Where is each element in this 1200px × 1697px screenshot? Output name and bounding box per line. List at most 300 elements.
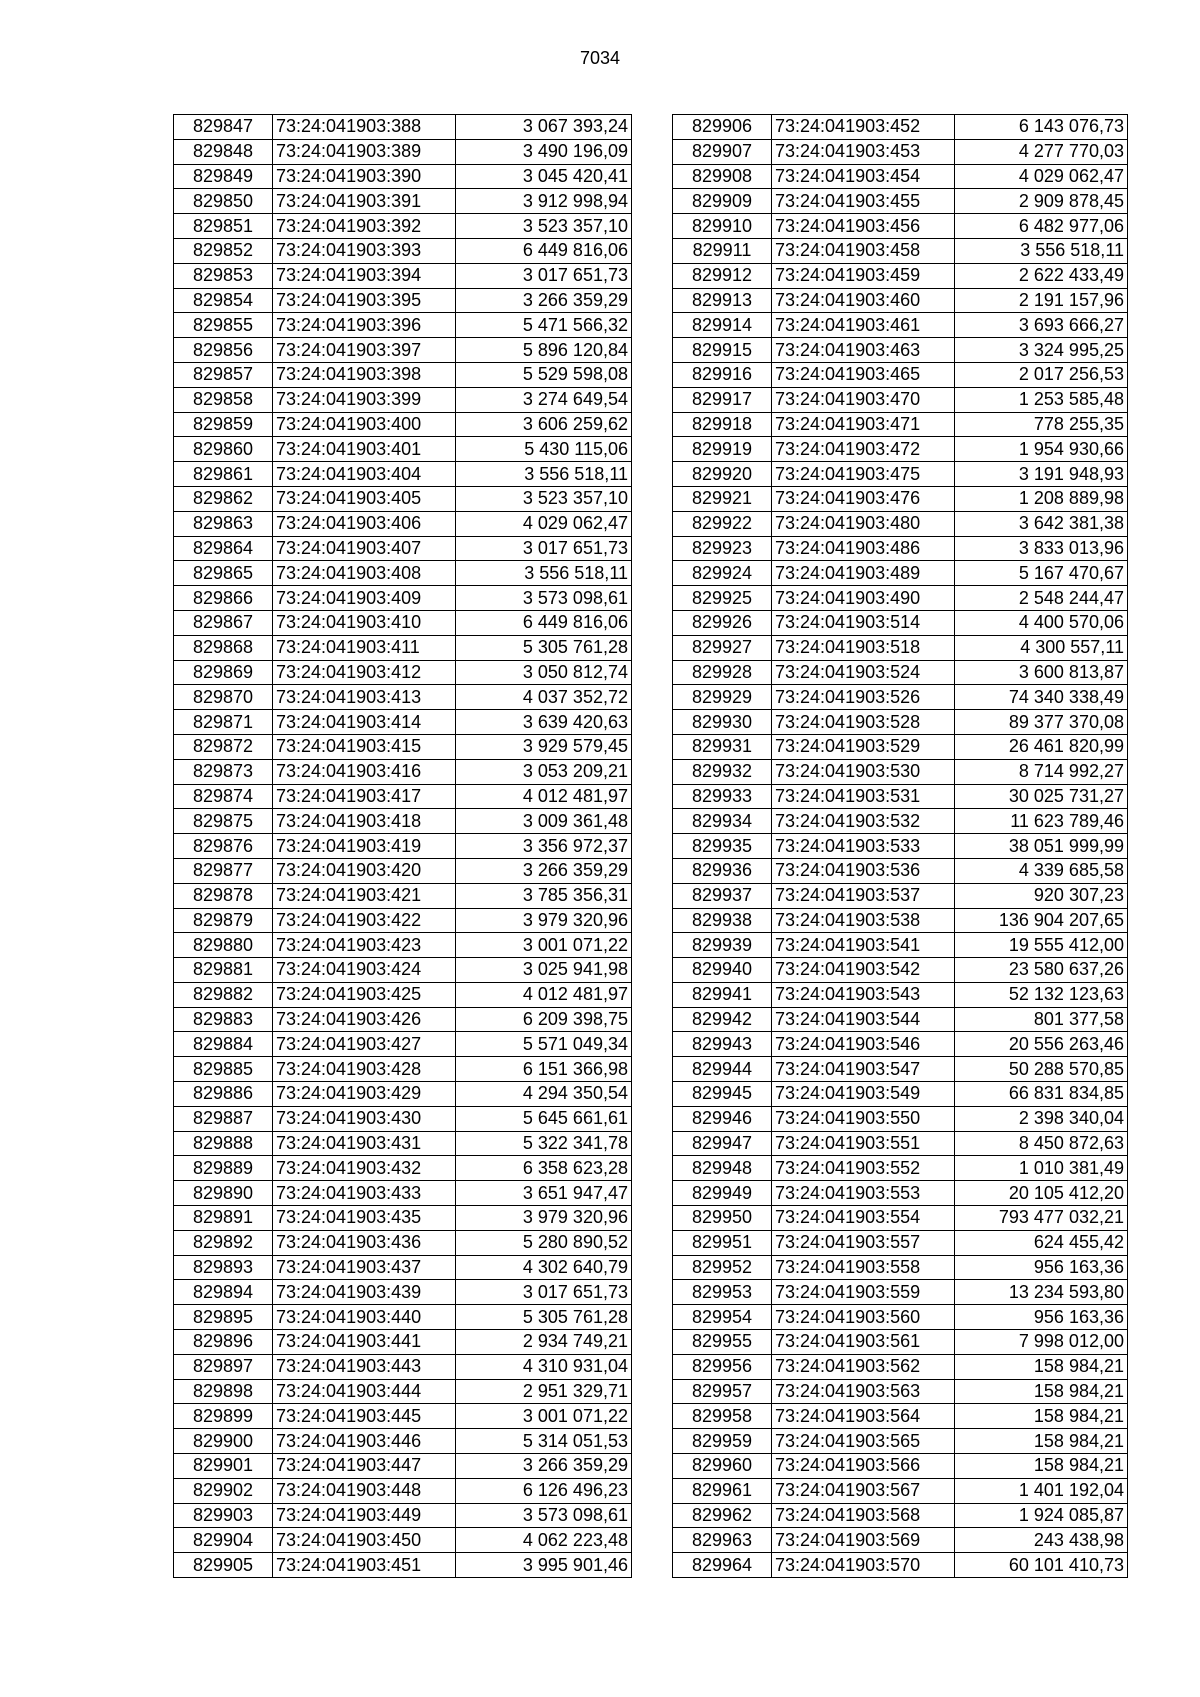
cadastral-number-cell: 73:24:041903:430 — [273, 1106, 456, 1131]
row-number-cell: 829919 — [673, 437, 772, 462]
value-cell: 5 571 049,34 — [456, 1032, 632, 1057]
cadastral-number-cell: 73:24:041903:429 — [273, 1082, 456, 1107]
value-cell: 3 017 651,73 — [456, 263, 632, 288]
cadastral-number-cell: 73:24:041903:433 — [273, 1181, 456, 1206]
row-number-cell: 829858 — [174, 387, 273, 412]
row-number-cell: 829888 — [174, 1131, 273, 1156]
row-number-cell: 829926 — [673, 610, 772, 635]
row-number-cell: 829901 — [174, 1454, 273, 1479]
cadastral-number-cell: 73:24:041903:415 — [273, 734, 456, 759]
row-number-cell: 829964 — [673, 1553, 772, 1578]
value-cell: 3 556 518,11 — [456, 561, 632, 586]
value-cell: 778 255,35 — [955, 412, 1128, 437]
cadastral-number-cell: 73:24:041903:401 — [273, 437, 456, 462]
row-number-cell: 829924 — [673, 561, 772, 586]
table-row — [673, 1206, 1128, 1231]
value-cell: 3 523 357,10 — [456, 214, 632, 239]
cadastral-number-cell: 73:24:041903:413 — [273, 685, 456, 710]
row-number-cell: 829877 — [174, 858, 273, 883]
row-number-cell: 829872 — [174, 734, 273, 759]
cadastral-number-cell: 73:24:041903:568 — [772, 1503, 955, 1528]
row-number-cell: 829963 — [673, 1528, 772, 1553]
row-number-cell: 829894 — [174, 1280, 273, 1305]
value-cell: 1 954 930,66 — [955, 437, 1128, 462]
table-row — [673, 1156, 1128, 1181]
cadastral-number-cell: 73:24:041903:440 — [273, 1305, 456, 1330]
table-row — [673, 1230, 1128, 1255]
value-cell: 4 294 350,54 — [456, 1082, 632, 1107]
cadastral-number-cell: 73:24:041903:389 — [273, 139, 456, 164]
cadastral-number-cell: 73:24:041903:459 — [772, 263, 955, 288]
row-number-cell: 829881 — [174, 958, 273, 983]
value-cell: 3 785 356,31 — [456, 883, 632, 908]
cadastral-number-cell: 73:24:041903:489 — [772, 561, 955, 586]
value-cell: 2 909 878,45 — [955, 189, 1128, 214]
cadastral-number-cell: 73:24:041903:391 — [273, 189, 456, 214]
value-cell: 3 053 209,21 — [456, 759, 632, 784]
value-cell: 4 037 352,72 — [456, 685, 632, 710]
row-number-cell: 829948 — [673, 1156, 772, 1181]
cadastral-number-cell: 73:24:041903:448 — [273, 1478, 456, 1503]
cadastral-number-cell: 73:24:041903:412 — [273, 660, 456, 685]
table-row — [673, 387, 1128, 412]
row-number-cell: 829945 — [673, 1082, 772, 1107]
row-number-cell: 829934 — [673, 809, 772, 834]
table-row — [174, 784, 632, 809]
row-number-cell: 829859 — [174, 412, 273, 437]
value-cell: 243 438,98 — [955, 1528, 1128, 1553]
row-number-cell: 829937 — [673, 883, 772, 908]
cadastral-number-cell: 73:24:041903:566 — [772, 1454, 955, 1479]
cadastral-number-cell: 73:24:041903:570 — [772, 1553, 955, 1578]
cadastral-number-cell: 73:24:041903:528 — [772, 710, 955, 735]
value-cell: 4 012 481,97 — [456, 784, 632, 809]
table-row — [174, 1280, 632, 1305]
value-cell: 6 143 076,73 — [955, 115, 1128, 140]
cadastral-number-cell: 73:24:041903:569 — [772, 1528, 955, 1553]
cadastral-number-cell: 73:24:041903:436 — [273, 1230, 456, 1255]
row-number-cell: 829956 — [673, 1354, 772, 1379]
cadastral-number-cell: 73:24:041903:400 — [273, 412, 456, 437]
table-row — [673, 710, 1128, 735]
cadastral-number-cell: 73:24:041903:441 — [273, 1330, 456, 1355]
row-number-cell: 829860 — [174, 437, 273, 462]
value-cell: 1 401 192,04 — [955, 1478, 1128, 1503]
table-row — [174, 635, 632, 660]
value-cell: 5 471 566,32 — [456, 313, 632, 338]
row-number-cell: 829925 — [673, 586, 772, 611]
table-row — [174, 387, 632, 412]
cadastral-number-cell: 73:24:041903:537 — [772, 883, 955, 908]
value-cell: 50 288 570,85 — [955, 1057, 1128, 1082]
table-row — [174, 1330, 632, 1355]
cadastral-number-cell: 73:24:041903:397 — [273, 338, 456, 363]
row-number-cell: 829943 — [673, 1032, 772, 1057]
table-row — [673, 338, 1128, 363]
table-row — [174, 710, 632, 735]
cadastral-number-cell: 73:24:041903:443 — [273, 1354, 456, 1379]
cadastral-number-cell: 73:24:041903:432 — [273, 1156, 456, 1181]
row-number-cell: 829882 — [174, 982, 273, 1007]
value-cell: 3 001 071,22 — [456, 1404, 632, 1429]
row-number-cell: 829916 — [673, 362, 772, 387]
cadastral-number-cell: 73:24:041903:422 — [273, 908, 456, 933]
cadastral-number-cell: 73:24:041903:544 — [772, 1007, 955, 1032]
row-number-cell: 829880 — [174, 933, 273, 958]
table-row — [174, 288, 632, 313]
value-cell: 6 358 623,28 — [456, 1156, 632, 1181]
table-row — [673, 809, 1128, 834]
table-row — [174, 1032, 632, 1057]
table-row — [174, 536, 632, 561]
table-row — [174, 437, 632, 462]
row-number-cell: 829960 — [673, 1454, 772, 1479]
cadastral-number-cell: 73:24:041903:564 — [772, 1404, 955, 1429]
table-row — [673, 437, 1128, 462]
value-cell: 8 450 872,63 — [955, 1131, 1128, 1156]
row-number-cell: 829930 — [673, 710, 772, 735]
table-row — [673, 660, 1128, 685]
value-cell: 3 523 357,10 — [456, 486, 632, 511]
value-cell: 3 606 259,62 — [456, 412, 632, 437]
registry-table-left — [173, 114, 632, 1578]
row-number-cell: 829864 — [174, 536, 273, 561]
value-cell: 2 951 329,71 — [456, 1379, 632, 1404]
value-cell: 4 339 685,58 — [955, 858, 1128, 883]
cadastral-number-cell: 73:24:041903:471 — [772, 412, 955, 437]
value-cell: 5 529 598,08 — [456, 362, 632, 387]
table-row — [174, 214, 632, 239]
table-row — [174, 1007, 632, 1032]
table-row — [174, 610, 632, 635]
row-number-cell: 829847 — [174, 115, 273, 140]
row-number-cell: 829951 — [673, 1230, 772, 1255]
row-number-cell: 829955 — [673, 1330, 772, 1355]
table-row — [673, 1528, 1128, 1553]
cadastral-number-cell: 73:24:041903:419 — [273, 834, 456, 859]
value-cell: 6 151 366,98 — [456, 1057, 632, 1082]
table-row — [174, 115, 632, 140]
row-number-cell: 829876 — [174, 834, 273, 859]
table-row — [174, 1156, 632, 1181]
cadastral-number-cell: 73:24:041903:470 — [772, 387, 955, 412]
value-cell: 74 340 338,49 — [955, 685, 1128, 710]
row-number-cell: 829921 — [673, 486, 772, 511]
row-number-cell: 829923 — [673, 536, 772, 561]
table-row — [174, 834, 632, 859]
row-number-cell: 829905 — [174, 1553, 273, 1578]
cadastral-number-cell: 73:24:041903:418 — [273, 809, 456, 834]
cadastral-number-cell: 73:24:041903:455 — [772, 189, 955, 214]
table-row — [673, 1404, 1128, 1429]
table-row — [174, 734, 632, 759]
table-row — [174, 263, 632, 288]
table-row — [174, 1503, 632, 1528]
value-cell: 158 984,21 — [955, 1379, 1128, 1404]
value-cell: 3 490 196,09 — [456, 139, 632, 164]
value-cell: 3 050 812,74 — [456, 660, 632, 685]
cadastral-number-cell: 73:24:041903:542 — [772, 958, 955, 983]
row-number-cell: 829874 — [174, 784, 273, 809]
value-cell: 3 573 098,61 — [456, 1503, 632, 1528]
table-row — [673, 958, 1128, 983]
row-number-cell: 829865 — [174, 561, 273, 586]
value-cell: 2 548 244,47 — [955, 586, 1128, 611]
page-number: 7034 — [579, 48, 621, 68]
cadastral-number-cell: 73:24:041903:551 — [772, 1131, 955, 1156]
value-cell: 158 984,21 — [955, 1454, 1128, 1479]
value-cell: 158 984,21 — [955, 1429, 1128, 1454]
cadastral-number-cell: 73:24:041903:533 — [772, 834, 955, 859]
value-cell: 30 025 731,27 — [955, 784, 1128, 809]
table-row — [673, 858, 1128, 883]
table-row — [174, 1305, 632, 1330]
value-cell: 13 234 593,80 — [955, 1280, 1128, 1305]
table-row — [673, 586, 1128, 611]
value-cell: 3 266 359,29 — [456, 288, 632, 313]
table-row — [174, 1404, 632, 1429]
table-row — [673, 1082, 1128, 1107]
table-row — [174, 313, 632, 338]
table-row — [673, 759, 1128, 784]
table-row — [174, 586, 632, 611]
row-number-cell: 829869 — [174, 660, 273, 685]
row-number-cell: 829912 — [673, 263, 772, 288]
cadastral-number-cell: 73:24:041903:396 — [273, 313, 456, 338]
row-number-cell: 829875 — [174, 809, 273, 834]
cadastral-number-cell: 73:24:041903:518 — [772, 635, 955, 660]
cadastral-number-cell: 73:24:041903:406 — [273, 511, 456, 536]
table-row — [174, 1429, 632, 1454]
value-cell: 5 167 470,67 — [955, 561, 1128, 586]
table-row — [174, 462, 632, 487]
value-cell: 2 934 749,21 — [456, 1330, 632, 1355]
row-number-cell: 829866 — [174, 586, 273, 611]
table-row — [174, 1528, 632, 1553]
value-cell: 3 556 518,11 — [456, 462, 632, 487]
cadastral-number-cell: 73:24:041903:452 — [772, 115, 955, 140]
row-number-cell: 829938 — [673, 908, 772, 933]
cadastral-number-cell: 73:24:041903:553 — [772, 1181, 955, 1206]
row-number-cell: 829939 — [673, 933, 772, 958]
cadastral-number-cell: 73:24:041903:561 — [772, 1330, 955, 1355]
table-row — [673, 1553, 1128, 1578]
value-cell: 136 904 207,65 — [955, 908, 1128, 933]
value-cell: 158 984,21 — [955, 1354, 1128, 1379]
table-row — [673, 834, 1128, 859]
row-number-cell: 829946 — [673, 1106, 772, 1131]
cadastral-number-cell: 73:24:041903:445 — [273, 1404, 456, 1429]
row-number-cell: 829890 — [174, 1181, 273, 1206]
cadastral-number-cell: 73:24:041903:395 — [273, 288, 456, 313]
table-row — [673, 1255, 1128, 1280]
cadastral-number-cell: 73:24:041903:390 — [273, 164, 456, 189]
cadastral-number-cell: 73:24:041903:514 — [772, 610, 955, 635]
table-body — [174, 115, 632, 1578]
value-cell: 60 101 410,73 — [955, 1553, 1128, 1578]
row-number-cell: 829942 — [673, 1007, 772, 1032]
cadastral-number-cell: 73:24:041903:392 — [273, 214, 456, 239]
row-number-cell: 829915 — [673, 338, 772, 363]
value-cell: 7 998 012,00 — [955, 1330, 1128, 1355]
row-number-cell: 829897 — [174, 1354, 273, 1379]
row-number-cell: 829895 — [174, 1305, 273, 1330]
cadastral-number-cell: 73:24:041903:449 — [273, 1503, 456, 1528]
row-number-cell: 829961 — [673, 1478, 772, 1503]
row-number-cell: 829891 — [174, 1206, 273, 1231]
table-row — [673, 1379, 1128, 1404]
row-number-cell: 829889 — [174, 1156, 273, 1181]
row-number-cell: 829957 — [673, 1379, 772, 1404]
cadastral-number-cell: 73:24:041903:543 — [772, 982, 955, 1007]
cadastral-number-cell: 73:24:041903:428 — [273, 1057, 456, 1082]
table-row — [174, 1354, 632, 1379]
table-row — [174, 338, 632, 363]
table-row — [673, 1057, 1128, 1082]
cadastral-number-cell: 73:24:041903:417 — [273, 784, 456, 809]
value-cell: 26 461 820,99 — [955, 734, 1128, 759]
cadastral-number-cell: 73:24:041903:431 — [273, 1131, 456, 1156]
cadastral-number-cell: 73:24:041903:408 — [273, 561, 456, 586]
row-number-cell: 829940 — [673, 958, 772, 983]
cadastral-number-cell: 73:24:041903:451 — [273, 1553, 456, 1578]
table-row — [174, 1478, 632, 1503]
row-number-cell: 829952 — [673, 1255, 772, 1280]
row-number-cell: 829910 — [673, 214, 772, 239]
registry-table-right — [672, 114, 1128, 1578]
cadastral-number-cell: 73:24:041903:458 — [772, 238, 955, 263]
table-row — [673, 908, 1128, 933]
cadastral-number-cell: 73:24:041903:549 — [772, 1082, 955, 1107]
row-number-cell: 829870 — [174, 685, 273, 710]
value-cell: 5 645 661,61 — [456, 1106, 632, 1131]
cadastral-number-cell: 73:24:041903:453 — [772, 139, 955, 164]
table-row — [174, 1082, 632, 1107]
value-cell: 6 449 816,06 — [456, 238, 632, 263]
cadastral-number-cell: 73:24:041903:437 — [273, 1255, 456, 1280]
value-cell: 3 979 320,96 — [456, 908, 632, 933]
table-row — [673, 313, 1128, 338]
row-number-cell: 829935 — [673, 834, 772, 859]
row-number-cell: 829929 — [673, 685, 772, 710]
cadastral-number-cell: 73:24:041903:524 — [772, 660, 955, 685]
cadastral-number-cell: 73:24:041903:547 — [772, 1057, 955, 1082]
cadastral-number-cell: 73:24:041903:461 — [772, 313, 955, 338]
value-cell: 6 482 977,06 — [955, 214, 1128, 239]
table-row — [673, 734, 1128, 759]
cadastral-number-cell: 73:24:041903:410 — [273, 610, 456, 635]
value-cell: 4 029 062,47 — [456, 511, 632, 536]
table-row — [174, 139, 632, 164]
table-row — [673, 139, 1128, 164]
cadastral-number-cell: 73:24:041903:420 — [273, 858, 456, 883]
row-number-cell: 829849 — [174, 164, 273, 189]
value-cell: 1 010 381,49 — [955, 1156, 1128, 1181]
cadastral-number-cell: 73:24:041903:463 — [772, 338, 955, 363]
table-row — [174, 933, 632, 958]
cadastral-number-cell: 73:24:041903:546 — [772, 1032, 955, 1057]
value-cell: 1 208 889,98 — [955, 486, 1128, 511]
table-row — [174, 1230, 632, 1255]
value-cell: 956 163,36 — [955, 1305, 1128, 1330]
value-cell: 956 163,36 — [955, 1255, 1128, 1280]
cadastral-number-cell: 73:24:041903:405 — [273, 486, 456, 511]
row-number-cell: 829904 — [174, 1528, 273, 1553]
table-row — [174, 1181, 632, 1206]
row-number-cell: 829906 — [673, 115, 772, 140]
table-row — [174, 511, 632, 536]
cadastral-number-cell: 73:24:041903:480 — [772, 511, 955, 536]
cadastral-number-cell: 73:24:041903:563 — [772, 1379, 955, 1404]
table-row — [174, 362, 632, 387]
row-number-cell: 829871 — [174, 710, 273, 735]
value-cell: 23 580 637,26 — [955, 958, 1128, 983]
table-row — [673, 1478, 1128, 1503]
cadastral-number-cell: 73:24:041903:552 — [772, 1156, 955, 1181]
cadastral-number-cell: 73:24:041903:456 — [772, 214, 955, 239]
row-number-cell: 829885 — [174, 1057, 273, 1082]
value-cell: 3 266 359,29 — [456, 1454, 632, 1479]
value-cell: 3 266 359,29 — [456, 858, 632, 883]
row-number-cell: 829950 — [673, 1206, 772, 1231]
row-number-cell: 829954 — [673, 1305, 772, 1330]
value-cell: 3 912 998,94 — [456, 189, 632, 214]
cadastral-number-cell: 73:24:041903:560 — [772, 1305, 955, 1330]
cadastral-number-cell: 73:24:041903:567 — [772, 1478, 955, 1503]
table-row — [673, 189, 1128, 214]
table-row — [174, 486, 632, 511]
table-row — [673, 164, 1128, 189]
cadastral-number-cell: 73:24:041903:435 — [273, 1206, 456, 1231]
value-cell: 4 012 481,97 — [456, 982, 632, 1007]
cadastral-number-cell: 73:24:041903:554 — [772, 1206, 955, 1231]
value-cell: 4 400 570,06 — [955, 610, 1128, 635]
row-number-cell: 829932 — [673, 759, 772, 784]
value-cell: 3 191 948,93 — [955, 462, 1128, 487]
table-row — [673, 1131, 1128, 1156]
value-cell: 801 377,58 — [955, 1007, 1128, 1032]
table-row — [174, 982, 632, 1007]
row-number-cell: 829931 — [673, 734, 772, 759]
table-row — [174, 809, 632, 834]
value-cell: 5 305 761,28 — [456, 635, 632, 660]
value-cell: 3 573 098,61 — [456, 586, 632, 611]
value-cell: 6 126 496,23 — [456, 1478, 632, 1503]
cadastral-number-cell: 73:24:041903:460 — [772, 288, 955, 313]
table-row — [174, 908, 632, 933]
table-row — [673, 1330, 1128, 1355]
value-cell: 2 398 340,04 — [955, 1106, 1128, 1131]
table-row — [673, 1305, 1128, 1330]
cadastral-number-cell: 73:24:041903:446 — [273, 1429, 456, 1454]
row-number-cell: 829896 — [174, 1330, 273, 1355]
table-row — [673, 115, 1128, 140]
row-number-cell: 829908 — [673, 164, 772, 189]
value-cell: 3 356 972,37 — [456, 834, 632, 859]
value-cell: 2 191 157,96 — [955, 288, 1128, 313]
value-cell: 3 693 666,27 — [955, 313, 1128, 338]
row-number-cell: 829922 — [673, 511, 772, 536]
row-number-cell: 829862 — [174, 486, 273, 511]
row-number-cell: 829853 — [174, 263, 273, 288]
cadastral-number-cell: 73:24:041903:394 — [273, 263, 456, 288]
value-cell: 4 062 223,48 — [456, 1528, 632, 1553]
row-number-cell: 829914 — [673, 313, 772, 338]
value-cell: 19 555 412,00 — [955, 933, 1128, 958]
table-row — [673, 214, 1128, 239]
row-number-cell: 829917 — [673, 387, 772, 412]
value-cell: 4 302 640,79 — [456, 1255, 632, 1280]
